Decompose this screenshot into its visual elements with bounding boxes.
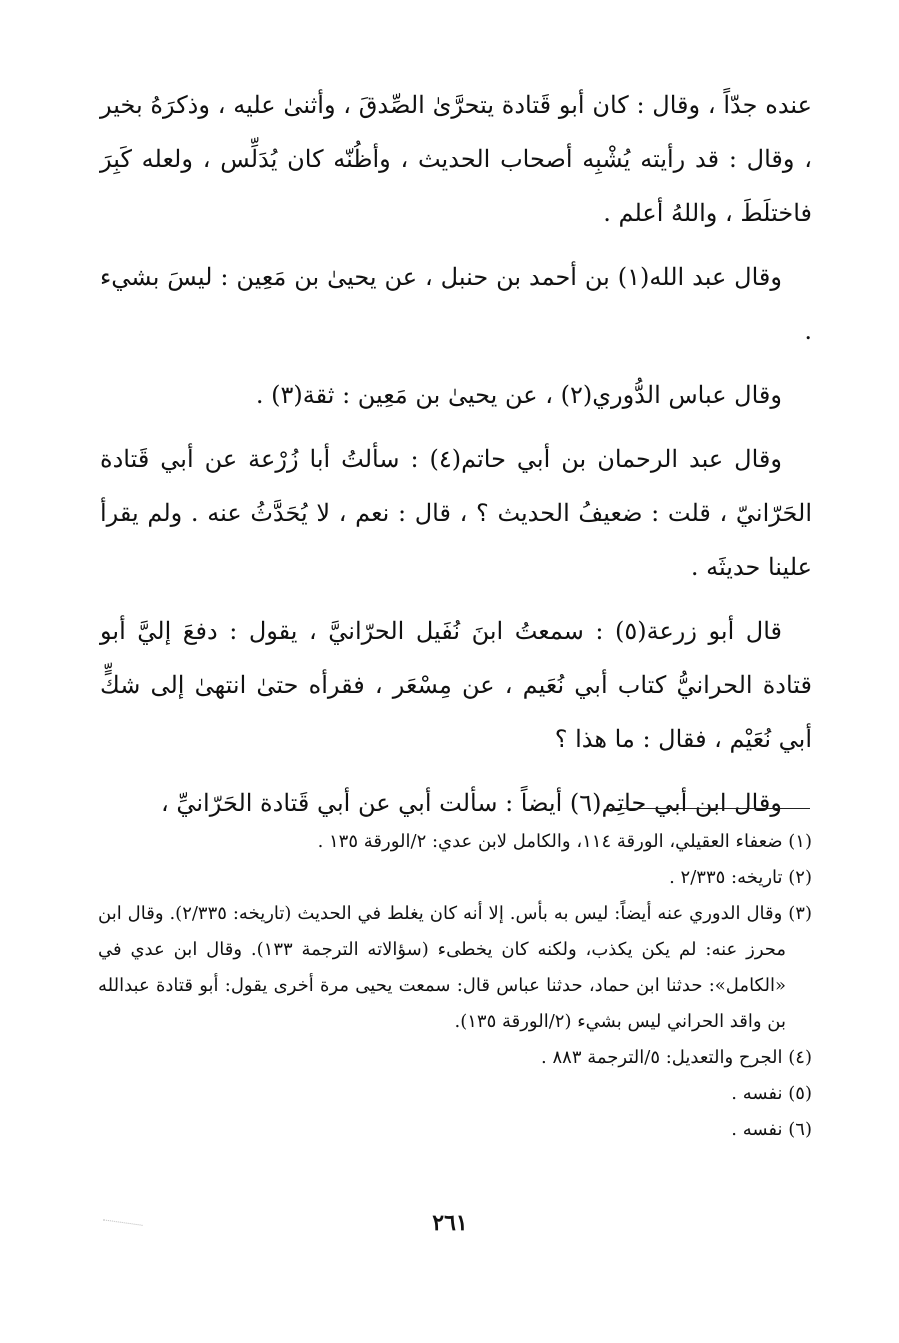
paragraph: عنده جدّاً ، وقال : كان أبو قَتادة يتحرَّىٰ الصِّدقَ ، وأثنىٰ عليه ، وذكرَهُ بخير ، وقال : قد رأيته يُشْبِه أصحاب الحديث ، وأظُنّه كان يُدَلِّس ، ولعله كَبِرَ فاختلَطَ ، واللهُ أعلم .	[100, 91, 812, 227]
footnote: (٦) نفسه .	[731, 1119, 812, 1140]
footnote: (٣) وقال الدوري عنه أيضاً: ليس به بأس. إلا أنه كان يغلط في الحديث (تاريخه: ٢/٣٣٥). وقال ابن محرز عنه: لم يكن يكذب، ولكنه كان يخطىء (سؤالاته الترجمة ١٣٣). وقال ابن عدي في «الكامل»: حدثنا ابن حماد، حدثنا عباس قال: سمعت يحيى مرة أخرى يقول: أبو قتادة عبدالله بن واقد الحراني ليس بشيء (٢/الورقة ١٣٥).	[98, 903, 812, 1032]
paragraph: وقال عباس الدُّوري(٢) ، عن يحيىٰ بن مَعِين : ثقة(٣) .	[255, 381, 782, 409]
paragraph: وقال عبد الله(١) بن أحمد بن حنبل ، عن يحيىٰ بن مَعِين : ليسَ بشيء .	[100, 263, 812, 345]
paragraph: وقال عبد الرحمان بن أبي حاتم(٤) : سألتُ أبا زُرْعة عن أبي قَتادة الحَرّانيّ ، قلت : ضعيفُ الحديث ؟ ، قال : نعم ، لا يُحَدَّثُ عنه . ولم يقرأ علينا حديثَه .	[100, 445, 812, 581]
footnotes	[98, 824, 812, 1148]
footnote: (٢) تاريخه: ٢/٣٣٥ .	[669, 867, 812, 888]
footnote: (٤) الجرح والتعديل: ٥/الترجمة ٨٨٣ .	[541, 1047, 812, 1068]
footnote: (٥) نفسه .	[731, 1083, 812, 1104]
footnote: (١) ضعفاء العقيلي، الورقة ١١٤، والكامل لابن عدي: ٢/الورقة ١٣٥ .	[317, 831, 812, 852]
page-number: ٢٦١	[432, 1210, 468, 1236]
main-text	[100, 78, 812, 840]
footnote-divider	[610, 808, 810, 809]
scan-smudge	[101, 1219, 142, 1235]
paragraph: وقال ابن أبي حاتِم(٦) أيضاً : سألت أبي عن أبي قَتادة الحَرّانيِّ ،	[160, 789, 782, 817]
paragraph: قال أبو زرعة(٥) : سمعتُ ابنَ نُفَيل الحرّانيَّ ، يقول : دفعَ إليَّ أبو قتادة الحرانيُّ كتاب أبي نُعَيم ، عن مِسْعَر ، فقرأه حتىٰ انتهىٰ إلى شكٍّ أبي نُعَيْم ، فقال : ما هذا ؟	[100, 617, 812, 753]
